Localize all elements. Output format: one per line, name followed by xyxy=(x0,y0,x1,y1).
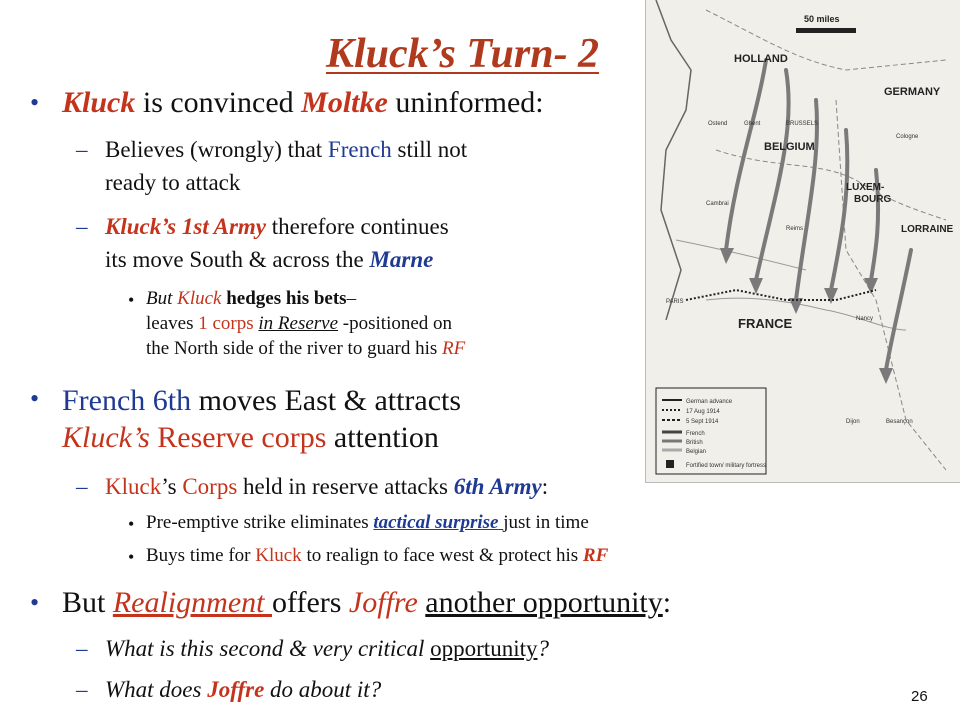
bullet-1a-line1: Believes (wrongly) that French still not xyxy=(105,137,468,162)
svg-text:Dijon: Dijon xyxy=(846,419,860,425)
dot-1b1: • xyxy=(128,290,135,310)
svg-text:PARIS: PARIS xyxy=(666,299,684,305)
map-legend xyxy=(656,388,766,474)
bullet-3b: What does Joffre do about it? xyxy=(105,677,382,702)
bullet-3: But Realignment offers Joffre another opportunity: xyxy=(62,586,672,619)
bullet-1-marker: • xyxy=(30,88,40,117)
bullet-1b1-line3: the North side of the river to guard his RF xyxy=(146,338,466,359)
bullet-1b1-line1: But Kluck hedges his bets– xyxy=(146,288,357,309)
svg-text:Reims: Reims xyxy=(786,226,804,232)
western-front-map xyxy=(645,0,960,483)
slide-title xyxy=(326,30,599,78)
scale-bar xyxy=(796,28,856,33)
map-label-lorraine: LORRAINE xyxy=(901,224,954,235)
map-drawing xyxy=(646,0,960,482)
map-label-luxembourg-2: BOURG xyxy=(854,194,892,205)
bullet-3a: What is this second & very critical opportunity? xyxy=(105,636,549,661)
svg-text:Belgian: Belgian xyxy=(686,449,707,455)
map-label-belgium: BELGIUM xyxy=(764,141,815,153)
bullet-2-line2: Kluck’s Reserve corps attention xyxy=(62,421,439,454)
bullet-1: Kluck is convinced Moltke uninformed: xyxy=(62,86,544,119)
bullet-2-line1: French 6th moves East & attracts xyxy=(62,384,462,417)
bullet-2a2: Buys time for Kluck to realign to face west & protect his RF xyxy=(146,545,609,566)
bullet-1a-line2: ready to attack xyxy=(105,170,241,195)
page-number: 26 xyxy=(911,688,928,705)
svg-text:British: British xyxy=(686,440,703,446)
bullet-2a: Kluck’s Corps held in reserve attacks 6th Army: xyxy=(105,474,549,499)
bullet-2a1: Pre-emptive strike eliminates tactical surprise just in time xyxy=(146,512,589,533)
svg-text:Cologne: Cologne xyxy=(896,134,919,140)
bullet-3-marker: • xyxy=(30,588,40,617)
map-label-holland: HOLLAND xyxy=(734,53,788,65)
svg-text:Ostend: Ostend xyxy=(708,121,728,127)
bullet-1b-line2: its move South & across the Marne xyxy=(105,247,434,272)
map-label-france: FRANCE xyxy=(738,316,793,331)
svg-text:Besançon: Besançon xyxy=(886,419,913,425)
dash-2a: – xyxy=(76,474,88,499)
map-scale-label: 50 miles xyxy=(804,14,840,24)
dash-1a: – xyxy=(76,137,88,162)
map-label-luxembourg: LUXEM- xyxy=(846,182,885,193)
bullet-1b-line1: Kluck’s 1st Army therefore continues xyxy=(105,214,449,239)
svg-text:Nancy: Nancy xyxy=(856,316,874,322)
bullet-2-marker: • xyxy=(30,384,40,413)
svg-text:Ghent: Ghent xyxy=(744,121,761,127)
svg-text:5 Sept 1914: 5 Sept 1914 xyxy=(686,419,719,425)
dash-3b: – xyxy=(76,677,88,702)
svg-text:German advance: German advance xyxy=(686,399,733,405)
dash-3a: – xyxy=(76,636,88,661)
title-main: Kluck’s Turn xyxy=(326,31,554,77)
dot-2a1: • xyxy=(128,514,135,534)
svg-text:Fortified town/ military fortr: Fortified town/ military fortress xyxy=(686,463,767,469)
svg-text:Cambrai: Cambrai xyxy=(706,201,729,207)
bullet-1b1-line2: leaves 1 corps in Reserve -positioned on xyxy=(146,313,453,334)
svg-text:17 Aug 1914: 17 Aug 1914 xyxy=(686,409,720,415)
dash-1b: – xyxy=(76,214,88,239)
dot-2a2: • xyxy=(128,547,135,567)
svg-text:BRUSSELS: BRUSSELS xyxy=(786,121,819,127)
svg-text:French: French xyxy=(686,431,705,437)
map-label-germany: GERMANY xyxy=(884,86,941,98)
title-suffix: - 2 xyxy=(553,31,600,77)
